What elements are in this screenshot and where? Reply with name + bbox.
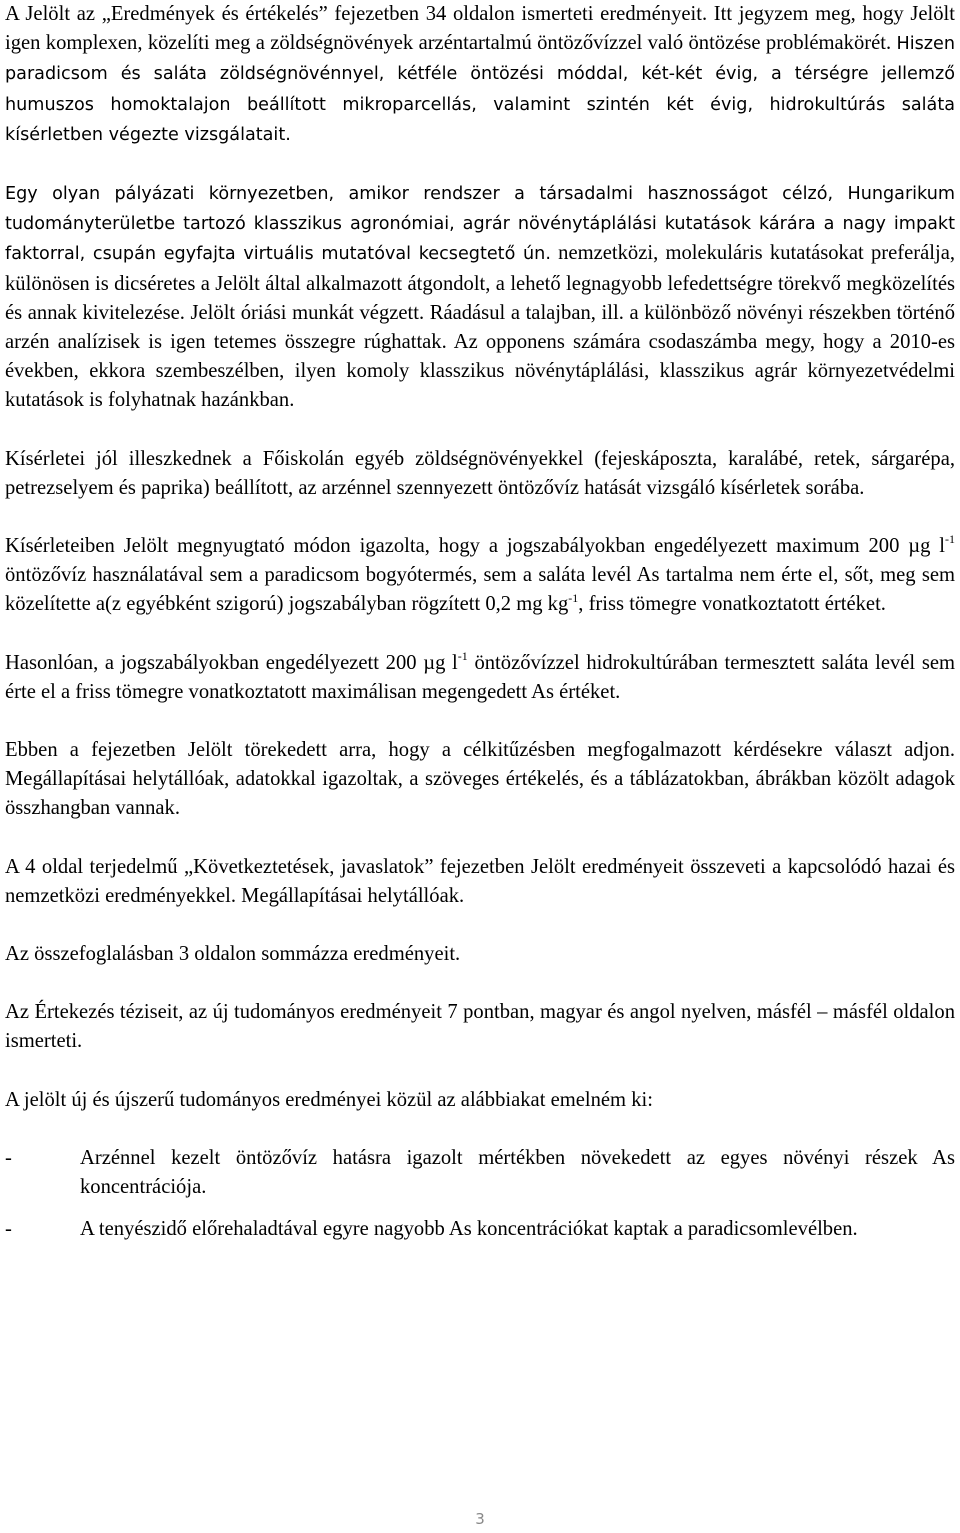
paragraph-hydroculture [5,649,955,707]
paragraph-summary: Az összefoglalásban 3 oldalon sommázza eredményeit. [5,943,461,966]
list-item [5,1215,955,1244]
paragraph-research-context [5,179,955,416]
legal-limits-text-a: Kísérleteiben Jelölt megnyugtató módon igazolta, hogy a jogszabályokban engedélyezett maximum 200 µg l [5,535,945,558]
hydroculture-text-a: Hasonlóan, a jogszabályokban engedélyezett 200 µg l [5,651,458,674]
paragraph-results-intro-text: A Jelölt az „Eredmények és értékelés” fejezetben 34 oldalon ismerteti eredményeit. Itt jegyzem meg, hogy Jelölt igen komplexen, közelíti meg a zöldségnövények arzéntartalmú öntözővízzel való öntözése problémakörét. [5,3,955,55]
hydroculture-superscript: -1 [457,648,468,663]
paragraph-new-results-intro: A jelölt új és újszerű tudományos eredményei közül az alábbiakat emelném ki: [5,1088,653,1111]
legal-limits-superscript-1: -1 [945,532,955,547]
paragraph-results-intro-sans-text: Hiszen paradicsom és saláta zöldségnövénnyel, kétféle öntözési móddal, két-két évig, a térségre jellemző humuszos homoktalajon beállított mikroparcellás, valamint szintén két évig, hidrokultúrás saláta kísérletben végezte vizsgálatait. [5,34,955,145]
paragraph-legal-limits [5,532,955,620]
hydroculture-text-b: öntözővízzel hidrokultúrában termesztett saláta levél sem érte el a friss tömegre vonatkoztatott maximálisan megengedett As értéket. [5,651,955,703]
paragraph-theses: Az Értekezés téziseit, az új tudományos eredményeit 7 pontban, magyar és angol nyelven, másfél – másfél oldalon ismerteti. [5,1001,955,1053]
legal-limits-text-c: , friss tömegre vonatkoztatott értéket. [578,593,886,616]
legal-limits-superscript-2: -1 [568,590,579,605]
document-page [5,0,955,1245]
paragraph-chapter-assessment: Ebben a fejezetben Jelölt törekedett arra, hogy a célkitűzésben megfogalmazott kérdésekre választ adjon. Megállapításai helytállóak, adatokkal igazoltak, a szöveges értékelés, és a táblázatokban, ábrákban közölt adagok összhangban vannak. [5,739,955,820]
list-item [5,1144,955,1202]
list-bullet: - [5,1146,12,1169]
paragraph-research-context-sans-text: Egy olyan pályázati környezetben, amikor rendszer a társadalmi hasznosságot célzó, Hungarikum tudományterületbe tartozó klasszikus agronómiai, agrár növénytáplálási kutatások kárára a nagy impakt faktorral, csupán egyfajta virtuális mutatóval kecsegtető ún. [5,184,955,265]
paragraph-experiments-fit: Kísérletei jól illeszkednek a Főiskolán egyéb zöldségnövényekkel (fejeskáposzta, karalábé, retek, sárgarépa, petrezselyem és paprika) beállított, az arzénnel szennyezett öntözővíz hatását vizsgáló kísérletek sorába. [5,447,955,499]
paragraph-research-context-text: nemzetközi, molekuláris kutatásokat preferálja, különösen is dicséretes a Jelölt által alkalmazott átgondolt, a lehető legnagyobb lefedettségre törekvő megközelítés és annak kivitelezése. Jelölt óriási munkát végzett. Ráadásul a talajban, ill. a különböző növényi részekben történő arzén analízisek is igen tetemes összegre rúghattak. Az opponens számára csodaszámba megy, hogy a 2010-es években, ekkora szembeszélben, ilyen komoly klasszikus növénytáplálási, klasszikus agrár környezetvédelmi kutatások is folyhatnak hazánkban. [5,242,955,412]
paragraph-results-intro [5,0,955,150]
page-number: 3 [475,1510,485,1528]
list-item-text: Arzénnel kezelt öntözővíz hatásra igazolt mértékben növekedett az egyes növényi részek As koncentrációja. [80,1146,955,1199]
legal-limits-text-b: öntözővíz használatával sem a paradicsom bogyótermés, sem a saláta levél As tartalma nem érte el, sőt, meg sem közelítette a(z egyébként szigorú) jogszabályban rögzített 0,2 mg kg [5,564,955,616]
list-item-text: A tenyészidő előrehaladtával egyre nagyobb As koncentrációkat kaptak a paradicsomlevélben. [80,1218,858,1241]
list-bullet: - [5,1218,12,1241]
paragraph-conclusions: A 4 oldal terjedelmű „Következtetések, javaslatok” fejezetben Jelölt eredményeit összeveti a kapcsolódó hazai és nemzetközi eredményekkel. Megállapításai helytállóak. [5,855,955,907]
